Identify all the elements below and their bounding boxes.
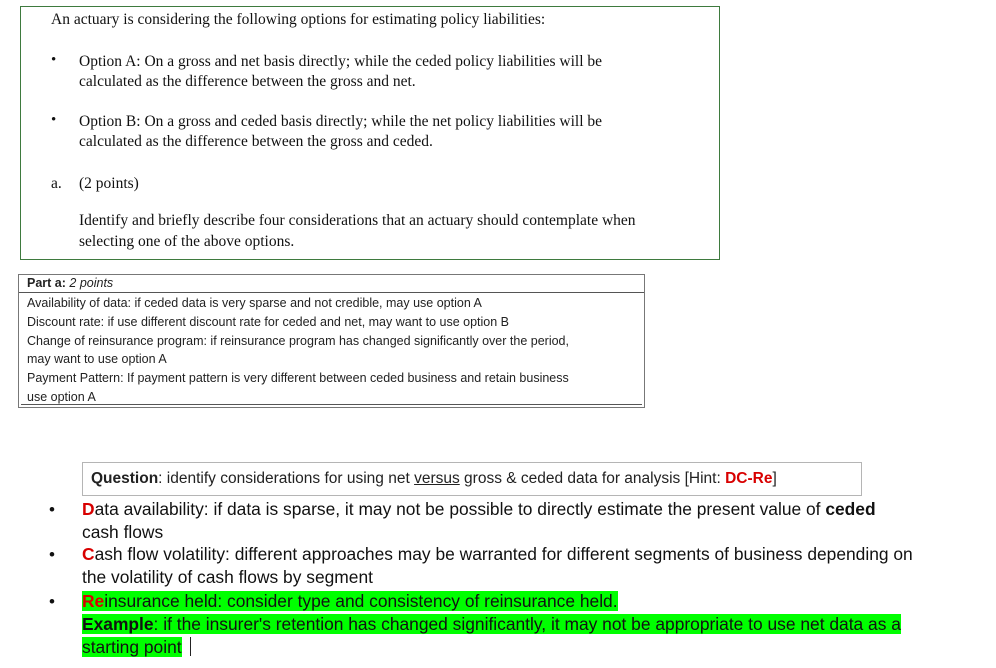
- bullet-line2: the volatility of cash flows by segment: [82, 567, 373, 587]
- answer-row: may want to use option A: [27, 352, 167, 367]
- part-a-instruction: [79, 210, 709, 252]
- bullet-line2: cash flows: [82, 522, 164, 542]
- divider: [21, 404, 642, 405]
- answer-row: Payment Pattern: If payment pattern is very different between ceded business and retain business: [27, 371, 569, 386]
- bullet: •: [49, 592, 55, 611]
- bullet: •: [51, 112, 57, 128]
- bullet: •: [51, 52, 57, 68]
- answer-table: [18, 274, 645, 408]
- answer-row: Discount rate: if use different discount rate for ceded and net, may want to use option B: [27, 314, 509, 329]
- bullet-line1: [82, 498, 994, 521]
- example-label: Example: [82, 614, 154, 634]
- option-b-line2: calculated as the difference between the gross and ceded.: [79, 133, 433, 150]
- example-text: : if the insurer's retention has changed significantly, it may not be appropriate to use net data as a: [153, 614, 901, 634]
- answer-header: [19, 275, 644, 293]
- answer-body: [19, 293, 644, 407]
- hint-underlined-word: versus: [414, 470, 460, 487]
- option-a-line2: calculated as the difference between the gross and net.: [79, 73, 416, 90]
- bullet-text: ash flow volatility: different approaches may be warranted for different segments of business depending on: [94, 544, 913, 564]
- answer-header-points: 2 points: [69, 276, 114, 290]
- hint-question-box: [82, 462, 862, 496]
- exam-question-box: [20, 6, 720, 260]
- option-b-line1: Option B: On a gross and ceded basis directly; while the net policy liabilities will be: [79, 113, 603, 130]
- mnemonic-initial: Re: [82, 591, 105, 611]
- bullet: •: [49, 545, 55, 564]
- part-a-label: a.: [51, 175, 62, 192]
- hint-close: ]: [772, 470, 777, 487]
- bullet-text: insurance held: consider type and consistency of reinsurance held.: [104, 591, 618, 611]
- question-intro: An actuary is considering the following options for estimating policy liabilities:: [51, 11, 546, 28]
- bullet-example-line1[interactable]: [82, 613, 994, 636]
- text-cursor: [190, 637, 191, 656]
- hint-question-label: Question: [91, 470, 159, 487]
- bullet-line1: [82, 543, 994, 566]
- part-a-points: (2 points): [79, 175, 139, 192]
- bullet: •: [49, 500, 55, 519]
- mnemonic-initial: C: [82, 544, 95, 564]
- instruction-line2: selecting one of the above options.: [79, 233, 295, 250]
- example-text-end: starting point: [82, 637, 182, 657]
- answer-row: Availability of data: if ceded data is very sparse and not credible, may use option A: [27, 296, 482, 310]
- bullet-example-line2[interactable]: [82, 636, 994, 659]
- hint-mnemonic: DC-Re: [725, 470, 773, 487]
- instruction-line1: Identify and briefly describe four considerations that an actuary should contemplate when: [79, 212, 636, 229]
- part-a-heading: [51, 175, 139, 193]
- answer-row: Change of reinsurance program: if reinsurance program has changed significantly over the period,: [27, 333, 569, 348]
- answer-header-label: Part a:: [27, 276, 66, 290]
- hint-text: : identify considerations for using net: [158, 470, 415, 487]
- bullet-text: ata availability: if data is sparse, it may not be possible to directly estimate the present value of: [94, 499, 826, 519]
- bullet-line1[interactable]: [82, 590, 994, 613]
- bullet-bold-word: ceded: [825, 499, 876, 519]
- mnemonic-initial: D: [82, 499, 95, 519]
- option-a-line1: Option A: On a gross and net basis directly; while the ceded policy liabilities will be: [79, 53, 603, 70]
- hint-text: gross & ceded data for analysis [Hint:: [459, 470, 726, 487]
- answer-row: use option A: [27, 389, 96, 404]
